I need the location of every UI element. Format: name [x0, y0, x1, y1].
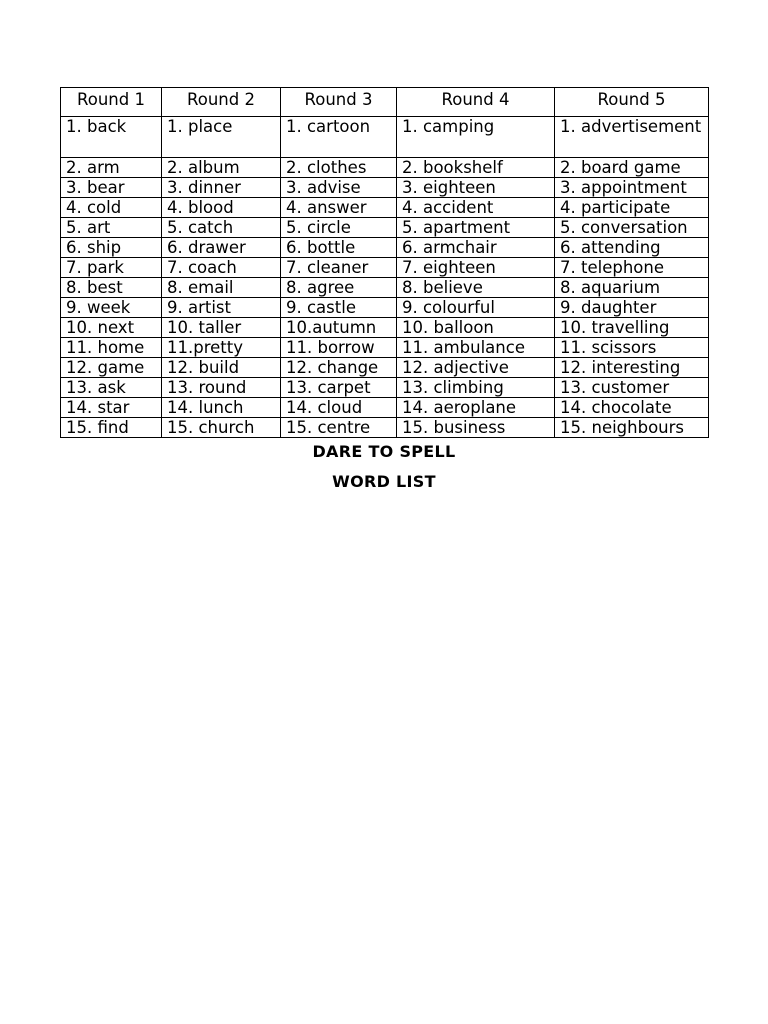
word-cell: 9. week	[61, 298, 162, 318]
table-row	[61, 278, 709, 298]
word-cell: 15. church	[162, 418, 281, 438]
word-cell: 1. place	[162, 117, 281, 158]
word-cell: 12. build	[162, 358, 281, 378]
word-cell: 6. armchair	[397, 238, 555, 258]
word-cell: 8. email	[162, 278, 281, 298]
word-cell: 15. centre	[281, 418, 397, 438]
word-cell: 9. colourful	[397, 298, 555, 318]
word-cell: 9. artist	[162, 298, 281, 318]
word-cell: 10. taller	[162, 318, 281, 338]
word-cell: 15. business	[397, 418, 555, 438]
word-cell: 8. agree	[281, 278, 397, 298]
table-row	[61, 178, 709, 198]
word-cell: 8. aquarium	[555, 278, 709, 298]
table-row	[61, 158, 709, 178]
column-header-round-4: Round 4	[397, 88, 555, 117]
word-cell: 8. best	[61, 278, 162, 298]
word-cell: 6. ship	[61, 238, 162, 258]
word-cell: 2. board game	[555, 158, 709, 178]
word-cell: 5. catch	[162, 218, 281, 238]
word-cell: 7. eighteen	[397, 258, 555, 278]
header-row	[61, 88, 709, 117]
word-cell: 14. chocolate	[555, 398, 709, 418]
word-cell: 7. telephone	[555, 258, 709, 278]
word-cell: 6. drawer	[162, 238, 281, 258]
word-cell: 4. blood	[162, 198, 281, 218]
table-row	[61, 358, 709, 378]
word-cell: 12. game	[61, 358, 162, 378]
word-cell: 5. apartment	[397, 218, 555, 238]
word-cell: 8. believe	[397, 278, 555, 298]
word-cell: 13. customer	[555, 378, 709, 398]
word-cell: 7. park	[61, 258, 162, 278]
word-cell: 1. cartoon	[281, 117, 397, 158]
word-cell: 1. back	[61, 117, 162, 158]
table-header	[61, 88, 709, 117]
word-cell: 4. answer	[281, 198, 397, 218]
table-row	[61, 318, 709, 338]
word-list-table	[60, 87, 709, 438]
word-cell: 10. balloon	[397, 318, 555, 338]
table-row	[61, 298, 709, 318]
word-cell: 3. dinner	[162, 178, 281, 198]
word-cell: 3. appointment	[555, 178, 709, 198]
document-title: DARE TO SPELL	[312, 442, 456, 461]
word-cell: 1. camping	[397, 117, 555, 158]
word-cell: 14. star	[61, 398, 162, 418]
table-row	[61, 398, 709, 418]
word-cell: 1. advertisement	[555, 117, 709, 158]
table-row	[61, 238, 709, 258]
word-cell: 2. album	[162, 158, 281, 178]
word-cell: 4. cold	[61, 198, 162, 218]
column-header-round-3: Round 3	[281, 88, 397, 117]
word-cell: 12. change	[281, 358, 397, 378]
word-cell: 14. lunch	[162, 398, 281, 418]
word-cell: 7. cleaner	[281, 258, 397, 278]
table-body	[61, 117, 709, 438]
word-cell: 6. attending	[555, 238, 709, 258]
word-cell: 13. round	[162, 378, 281, 398]
column-header-round-1: Round 1	[61, 88, 162, 117]
word-cell: 4. participate	[555, 198, 709, 218]
word-cell: 15. neighbours	[555, 418, 709, 438]
word-cell: 2. arm	[61, 158, 162, 178]
column-header-round-5: Round 5	[555, 88, 709, 117]
table-row	[61, 218, 709, 238]
word-cell: 9. daughter	[555, 298, 709, 318]
word-cell: 13. climbing	[397, 378, 555, 398]
word-cell: 11. ambulance	[397, 338, 555, 358]
table-row	[61, 338, 709, 358]
word-cell: 11. scissors	[555, 338, 709, 358]
column-header-round-2: Round 2	[162, 88, 281, 117]
table-row	[61, 378, 709, 398]
word-cell: 5. conversation	[555, 218, 709, 238]
word-cell: 10. next	[61, 318, 162, 338]
word-cell: 7. coach	[162, 258, 281, 278]
table-row	[61, 198, 709, 218]
word-cell: 3. eighteen	[397, 178, 555, 198]
word-cell: 13. ask	[61, 378, 162, 398]
word-cell: 11.pretty	[162, 338, 281, 358]
document-subtitle: WORD LIST	[332, 472, 436, 491]
word-cell: 2. bookshelf	[397, 158, 555, 178]
word-cell: 12. interesting	[555, 358, 709, 378]
word-cell: 13. carpet	[281, 378, 397, 398]
word-cell: 14. cloud	[281, 398, 397, 418]
table-row	[61, 258, 709, 278]
word-cell: 3. advise	[281, 178, 397, 198]
word-cell: 5. art	[61, 218, 162, 238]
word-cell: 2. clothes	[281, 158, 397, 178]
word-cell: 15. find	[61, 418, 162, 438]
word-cell: 4. accident	[397, 198, 555, 218]
table-row	[61, 117, 709, 158]
word-cell: 10.autumn	[281, 318, 397, 338]
word-cell: 11. borrow	[281, 338, 397, 358]
word-cell: 14. aeroplane	[397, 398, 555, 418]
word-cell: 3. bear	[61, 178, 162, 198]
word-cell: 10. travelling	[555, 318, 709, 338]
word-cell: 11. home	[61, 338, 162, 358]
word-cell: 12. adjective	[397, 358, 555, 378]
table-row	[61, 418, 709, 438]
word-cell: 6. bottle	[281, 238, 397, 258]
word-cell: 9. castle	[281, 298, 397, 318]
word-cell: 5. circle	[281, 218, 397, 238]
